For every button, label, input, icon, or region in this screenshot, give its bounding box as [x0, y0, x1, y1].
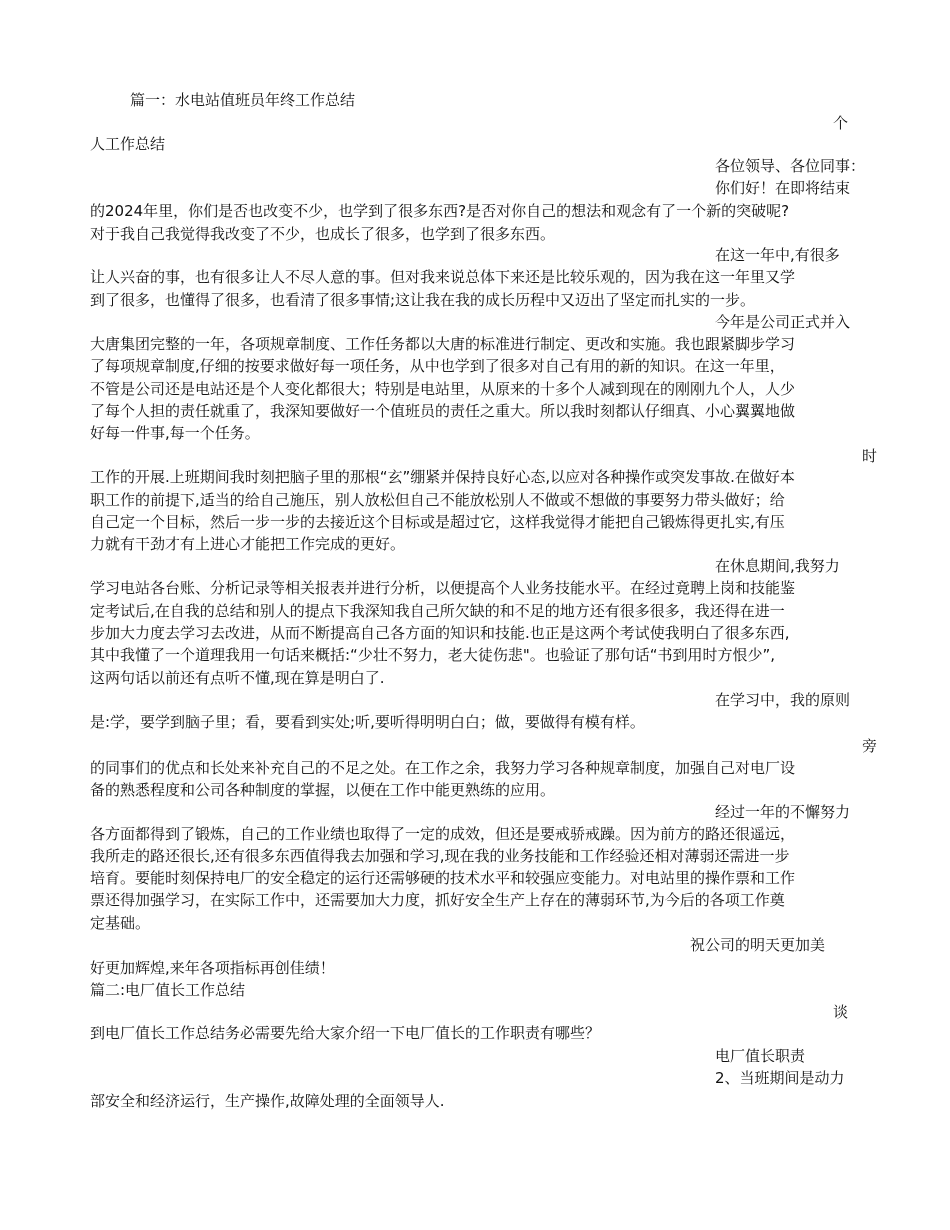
text-line: 到电厂值长工作总结务必需要先给大家介绍一下电厂值长的工作职责有哪些？: [90, 1024, 601, 1042]
text-line: 定基础。: [90, 914, 151, 932]
text-line: 票还得加强学习，在实际工作中，还需要加大力度，抓好安全生产上存在的薄弱环节,为今后的各项工作奠: [90, 891, 785, 909]
text-line: 旁: [862, 737, 878, 755]
text-line: 谈: [833, 1003, 849, 1021]
text-line: 了每个人担的责任就重了，我深知要做好一个值班员的责任之重大。所以我时刻都认仔细真、小心翼翼地做: [90, 402, 796, 420]
text-line: 其中我懂了一个道理我用一句话来概括:“少壮不努力，老大徒伤悲"。也验证了那句话“书到用时方恨少”,: [90, 646, 776, 664]
text-line: 经过一年的不懈努力: [715, 803, 851, 821]
document-title: 篇一：水电站值班员年终工作总结: [130, 91, 356, 109]
text-line: 工作的开展.上班期间我时刻把脑子里的那根“玄”绷紧并保持良好心态,以应对各种操作或突发事故.在做好本: [90, 468, 795, 486]
text-line: 了每项规章制度,仔细的按要求做好每一项任务，从中也学到了很多对自己有用的新的知识。在这一年里，: [90, 357, 785, 375]
text-line: 的2024年里，你们是否也改变不少，也学到了很多东西?是否对你自己的想法和观念有了一个新的突破呢?: [90, 202, 790, 220]
text-line: 的同事们的优点和长处来补充自己的不足之处。在工作之余，我努力学习各种规章制度，加强自己对电厂设: [90, 759, 796, 777]
text-line: 电厂值长职责: [715, 1047, 806, 1065]
text-line: 个: [833, 114, 849, 132]
text-line: 定考试后,在自我的总结和别人的提点下我深知我自己所欠缺的和不足的地方还有很多很多，我还得在进一: [90, 602, 785, 620]
text-line: 力就有干劲才有上进心才能把工作完成的更好。: [90, 535, 406, 553]
text-line: 学习电站各台账、分析记录等相关报表并进行分析，以便提高个人业务技能水平。在经过竟聘上岗和技能鉴: [90, 579, 796, 597]
text-line: 不管是公司还是电站还是个人变化都很大；特别是电站里，从原来的十多个人减到现在的刚刚九个人，人少: [90, 380, 796, 398]
text-line: 是:学，要学到脑子里；看，要看到实处;听,要听得明明白白；做，要做得有模有样。: [90, 713, 645, 731]
text-line: 步加大力度去学习去改进，从而不断提高自己各方面的知识和技能.也正是这两个考试使我明白了很多东西,: [90, 624, 790, 642]
text-line: 部安全和经济运行，生产操作,故障处理的全面领导人.: [90, 1092, 445, 1110]
text-line: 在这一年中,有很多: [715, 246, 840, 264]
text-line: 培育。要能时刻保持电厂的安全稳定的运行还需够硬的技术水平和较强应变能力。对电站里的操作票和工作: [90, 869, 796, 887]
text-line: 各位领导、各位同事：: [715, 157, 866, 175]
text-line: 各方面都得到了锻炼，自己的工作业绩也取得了一定的成效，但还是要戒骄戒躁。因为前方的路还很遥远，: [90, 825, 796, 843]
text-line: 对于我自己我觉得我改变了不少，也成长了很多，也学到了很多东西。: [90, 225, 556, 243]
text-line: 好更加辉煌,来年各项指标再创佳绩！: [90, 959, 335, 977]
text-line: 我所走的路还很长,还有很多东西值得我去加强和学习,现在我的业务技能和工作经验还相对薄弱还需进一步: [90, 847, 790, 865]
text-line: 备的熟悉程度和公司各种制度的掌握，以便在工作中能更熟练的应用。: [90, 781, 556, 799]
text-line: 大唐集团完整的一年，各项规章制度、工作任务都以大唐的标准进行制定、更改和实施。我也跟紧脚步学习: [90, 335, 796, 353]
text-line: 时: [862, 447, 878, 465]
text-line: 让人兴奋的事，也有很多让人不尽人意的事。但对我来说总体下来还是比较乐观的，因为我在这一年里又学: [90, 268, 796, 286]
text-line: 人工作总结: [90, 135, 166, 153]
text-line: 今年是公司正式并入: [715, 313, 851, 331]
text-line: 职工作的前提下,适当的给自己施压，别人放松但自己不能放松别人不做或不想做的事要努力带头做好；给: [90, 491, 785, 509]
section-heading: 篇二:电厂值长工作总结: [90, 981, 246, 999]
text-line: 你们好！在即将结束: [715, 179, 851, 197]
text-line: 在休息期间,我努力: [715, 557, 840, 575]
text-line: 在学习中，我的原则: [715, 691, 851, 709]
text-line: 祝公司的明天更加美: [690, 936, 826, 954]
text-line: 自己定一个目标，然后一步一步的去接近这个目标或是超过它，这样我觉得才能把自己锻炼得更扎实,有压: [90, 513, 785, 531]
text-line: 这两句话以前还有点听不懂,现在算是明白了.: [90, 669, 385, 687]
text-line: 好每一件事,每一个任务。: [90, 424, 260, 442]
text-line: 到了很多，也懂得了很多，也看清了很多事情;这让我在我的成长历程中又迈出了坚定而扎实的一步。: [90, 291, 756, 309]
text-line: 2、当班期间是动力: [715, 1069, 845, 1087]
